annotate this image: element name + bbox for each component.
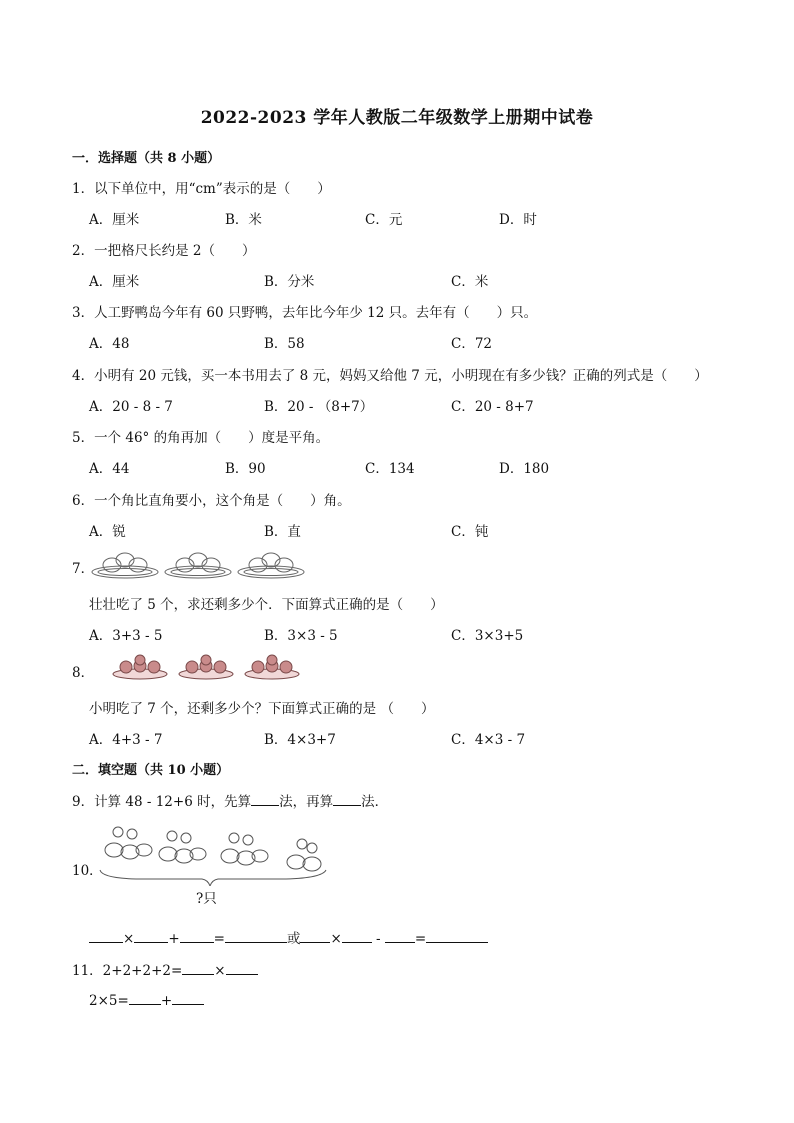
- option-d: D．180: [499, 461, 550, 477]
- q11-expression-1: 11．2+2+2+2=: [72, 963, 183, 979]
- q11-expression-2: 2×5=: [89, 993, 129, 1009]
- option-b: B．90: [225, 461, 266, 477]
- q9-text-a: 9．计算 48 - 12+6 时，先算: [72, 794, 252, 810]
- question-5-stem: 5．一个 46° 的角再加（ ）度是平角。: [72, 430, 330, 446]
- option-c: C．元: [365, 212, 403, 228]
- answer-blank[interactable]: [426, 928, 488, 943]
- option-a: A．厘米: [89, 274, 140, 290]
- groups-of-birds-image: [96, 824, 330, 886]
- question-3-stem: 3．人工野鸭岛今年有 60 只野鸭，去年比今年少 12 只。去年有（ ）只。: [72, 305, 538, 321]
- option-c: C．134: [365, 461, 415, 477]
- option-c: C．米: [451, 274, 489, 290]
- option-b: B．4×3+7: [264, 732, 336, 748]
- question-3-options: [89, 332, 729, 350]
- minus-sign: -: [371, 931, 385, 947]
- plates-of-peaches-image: [112, 654, 304, 682]
- answer-blank[interactable]: [300, 928, 330, 943]
- answer-blank[interactable]: [225, 928, 287, 943]
- option-a: A．锐: [89, 524, 126, 540]
- section-heading-fill-in: 二．填空题（共 10 小题）: [72, 763, 230, 778]
- question-4-stem: 4．小明有 20 元钱，买一本书用去了 8 元，妈妈又给他 7 元，小明现在有多少钱？正确的列式是（ ）: [72, 368, 708, 384]
- answer-blank[interactable]: [342, 928, 372, 943]
- question-4-options: [89, 395, 729, 413]
- option-c: C．4×3 - 7: [451, 732, 526, 748]
- section-heading-choice: 一．选择题（共 8 小题）: [72, 151, 221, 166]
- option-b: B．直: [264, 524, 301, 540]
- times-sign: ×: [214, 963, 226, 979]
- option-c: C．3×3+5: [451, 628, 524, 644]
- option-c: C．钝: [451, 524, 489, 540]
- question-1-stem: 1．以下单位中，用“cm”表示的是（ ）: [72, 181, 331, 197]
- q9-text-c: 法．: [361, 794, 389, 810]
- answer-blank[interactable]: [182, 960, 214, 975]
- times-sign: ×: [123, 931, 135, 947]
- option-a: A．4+3 - 7: [89, 732, 163, 748]
- or-text: 或: [286, 931, 301, 947]
- page-title: 2022-2023 学年人教版二年级数学上册期中试卷: [200, 108, 594, 128]
- option-a: A．48: [89, 336, 130, 352]
- question-8-options: [89, 728, 729, 746]
- question-10-equation: [89, 927, 488, 947]
- question-7-number: 7．: [72, 561, 95, 577]
- answer-blank[interactable]: [333, 791, 361, 806]
- option-c: C．20 - 8+7: [451, 399, 534, 415]
- answer-blank[interactable]: [134, 928, 168, 943]
- question-6-options: [89, 520, 729, 538]
- answer-blank[interactable]: [385, 928, 415, 943]
- question-11-line-2: [89, 990, 204, 1009]
- question-2-options: [89, 270, 729, 288]
- plates-of-buns-image: [90, 546, 310, 582]
- equals-sign: =: [213, 931, 225, 947]
- question-7-options: [89, 624, 729, 642]
- times-sign: ×: [330, 931, 342, 947]
- option-d: D．时: [499, 212, 537, 228]
- question-1-options: [89, 208, 729, 226]
- q9-text-b: 法，再算: [279, 794, 334, 810]
- equals-sign: =: [414, 931, 427, 947]
- question-6-stem: 6．一个角比直角要小，这个角是（ ）角。: [72, 493, 351, 509]
- question-11-line-1: [72, 959, 258, 979]
- question-5-options: [89, 457, 729, 475]
- question-9-stem: [72, 790, 388, 810]
- answer-blank[interactable]: [251, 791, 279, 806]
- question-10-caption: ?只: [196, 891, 217, 907]
- answer-blank[interactable]: [172, 990, 204, 1005]
- answer-blank[interactable]: [129, 990, 161, 1005]
- option-b: B．20 - （8+7）: [264, 399, 374, 415]
- option-b: B．分米: [264, 274, 315, 290]
- option-a: A．20 - 8 - 7: [89, 399, 173, 415]
- question-10-number: 10．: [72, 863, 103, 879]
- option-a: A．3+3 - 5: [89, 628, 163, 644]
- option-c: C．72: [451, 336, 493, 352]
- answer-blank[interactable]: [89, 928, 123, 943]
- answer-blank[interactable]: [180, 928, 214, 943]
- question-7-stem: 壮壮吃了 5 个，求还剩多少个．下面算式正确的是（ ）: [89, 597, 444, 613]
- option-a: A．厘米: [89, 212, 140, 228]
- question-8-stem: 小明吃了 7 个，还剩多少个？下面算式正确的是 （ ）: [89, 701, 435, 717]
- question-8-number: 8．: [72, 665, 95, 681]
- option-b: B．米: [225, 212, 262, 228]
- question-2-stem: 2．一把格尺长约是 2（ ）: [72, 243, 256, 259]
- plus-sign: +: [168, 931, 180, 947]
- plus-sign: +: [160, 993, 173, 1009]
- option-a: A．44: [89, 461, 130, 477]
- answer-blank[interactable]: [226, 960, 258, 975]
- option-b: B．58: [264, 336, 305, 352]
- option-b: B．3×3 - 5: [264, 628, 338, 644]
